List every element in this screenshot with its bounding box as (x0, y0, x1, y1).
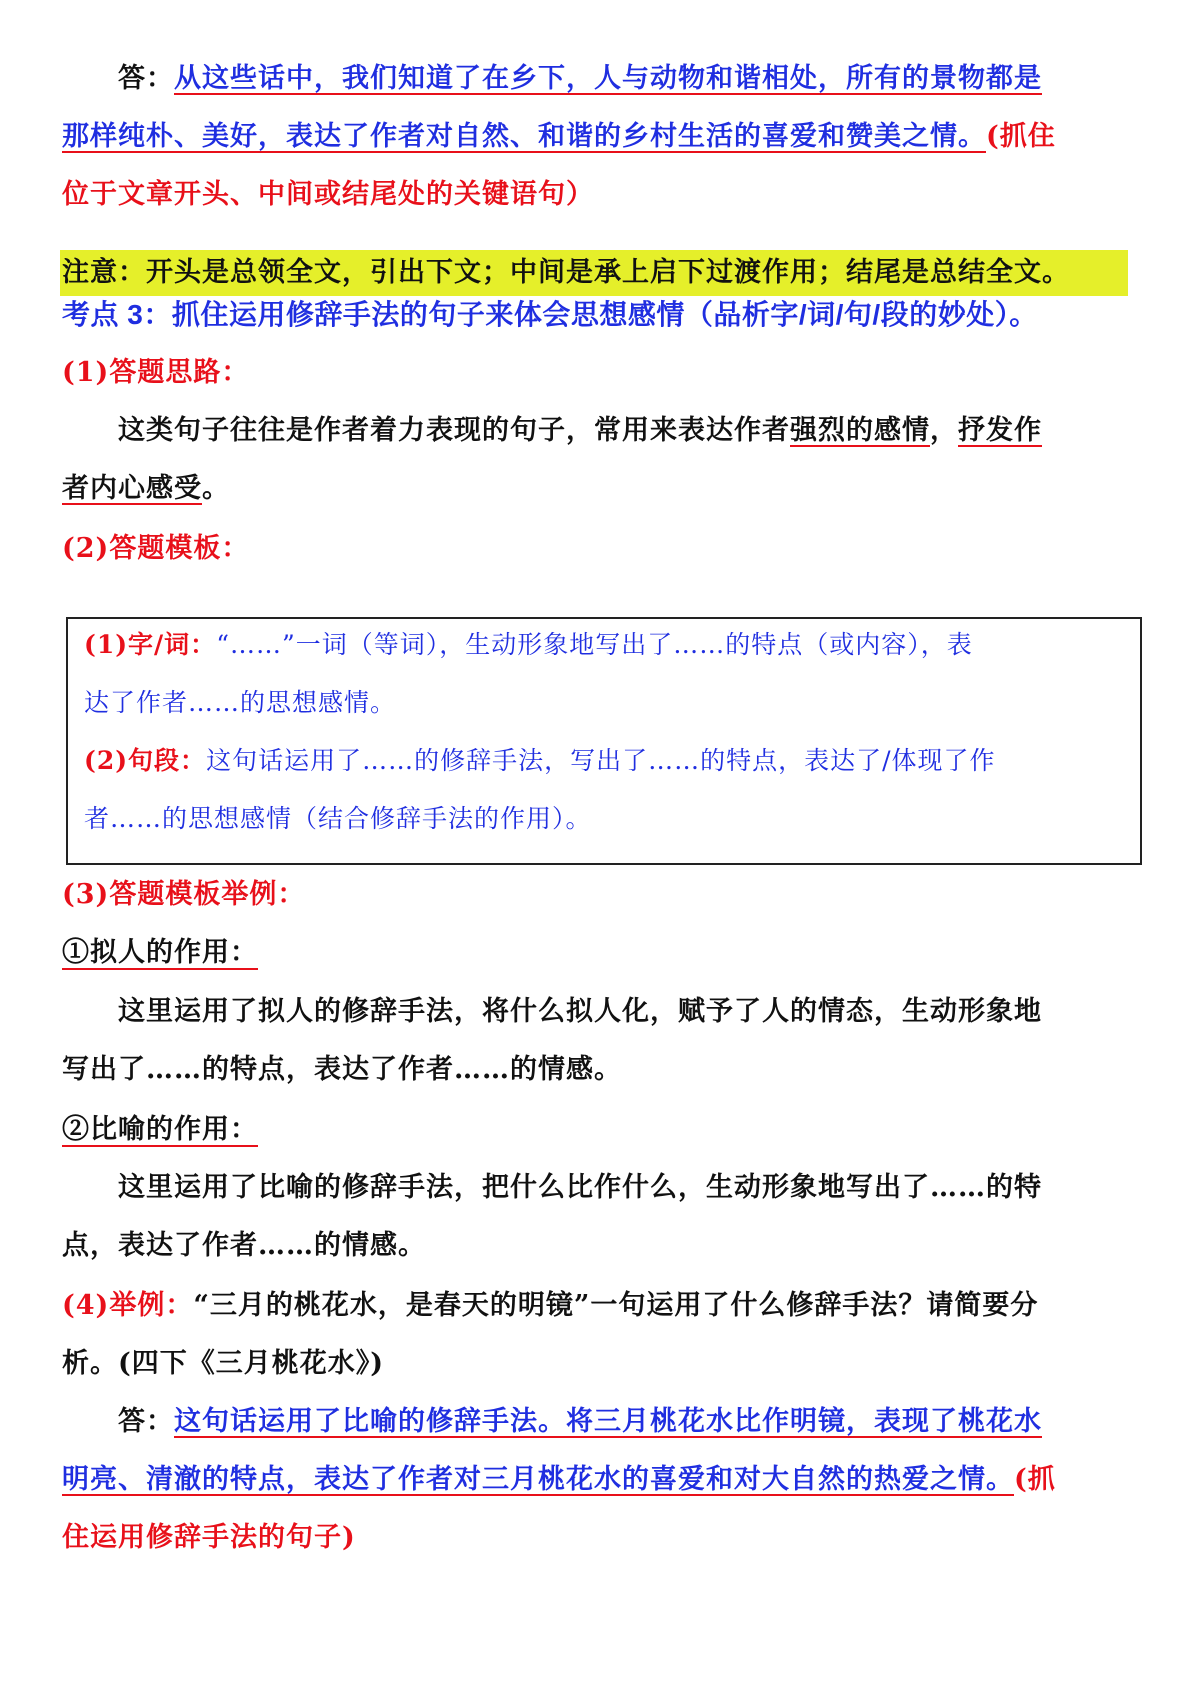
template-item2-label: (2)句段： (84, 746, 207, 775)
section1-text-f: 。 (202, 473, 230, 504)
section4-answer-line2 (62, 1461, 1128, 1499)
section1-text-a: 这类句子往往是作者着力表现的句子，常用来表达作者 (118, 415, 790, 446)
section3-b-title-row (62, 1111, 1128, 1149)
section3-a-line2: 写出了……的特点，表达了作者……的情感。 (62, 1054, 622, 1085)
answer1-text-line2: 那样纯朴、美好，表达了作者对自然、和谐的乡村生活的喜爱和赞美之情。 (62, 121, 986, 152)
section1-text-b: 强烈的感情 (790, 415, 930, 446)
answer1-text-line1: 从这些话中，我们知道了在乡下，人与动物和谐相处，所有的景物都是 (174, 63, 1042, 94)
section3-heading: (3)答题模板举例： (62, 879, 306, 910)
answer1-line2 (62, 118, 1128, 156)
template-item1-label: (1)字/词： (84, 630, 217, 659)
answer-label: 答： (118, 63, 174, 94)
section4-question-line1 (62, 1287, 1128, 1325)
section4-answer-text2: 明亮、清澈的特点，表达了作者对三月桃花水的喜爱和对大自然的热爱之情。 (62, 1464, 1014, 1495)
section4-note-start: (抓 (1014, 1464, 1056, 1495)
section2-heading: (2)答题模板： (62, 533, 250, 564)
answer1-line1 (118, 60, 1128, 98)
section1-text-c: ， (930, 415, 958, 446)
section3-a-line1: 这里运用了拟人的修辞手法，将什么拟人化，赋予了人的情态，生动形象地 (118, 996, 1042, 1027)
answer1-note-line3: 位于文章开头、中间或结尾处的关键语句） (62, 179, 594, 210)
template-item2-line2: 者……的思想感情（结合修辞手法的作用）。 (84, 804, 592, 833)
template-box (66, 617, 1142, 865)
template-item2-text1: 这句话运用了……的修辞手法，写出了……的特点，表达了/体现了作 (206, 746, 996, 775)
section3-a-title-row (62, 934, 1128, 972)
section4-question-line2: 析。(四下《三月桃花水》) (62, 1348, 385, 1379)
section3-a-title: ①拟人的作用： (62, 937, 258, 968)
section4-answer-text1: 这句话运用了比喻的修辞手法。将三月桃花水比作明镜，表现了桃花水 (174, 1406, 1042, 1437)
section1-text-line2 (62, 470, 1128, 508)
section4-answer-label: 答： (118, 1406, 174, 1437)
section4-answer-line1 (118, 1403, 1128, 1441)
attention-note: 注意：开头是总领全文，引出下文；中间是承上启下过渡作用；结尾是总结全文。 (62, 257, 1070, 288)
template-item1-text1: “……”一词（等词），生动形象地写出了……的特点（或内容），表 (216, 630, 973, 659)
section1-heading: (1)答题思路： (62, 357, 250, 388)
section4-label: (4)举例： (62, 1290, 194, 1321)
section1-text-e: 者内心感受 (62, 473, 202, 504)
section1-text-d: 抒发作 (958, 415, 1042, 446)
section1-text-line1 (118, 412, 1128, 450)
template-item1-line1 (84, 626, 1134, 664)
section4-note-line3: 住运用修辞手法的句子) (62, 1522, 356, 1553)
template-item2-line1 (84, 742, 1134, 780)
section3-b-line1: 这里运用了比喻的修辞手法，把什么比作什么，生动形象地写出了……的特 (118, 1172, 1042, 1203)
section3-b-line2: 点，表达了作者……的情感。 (62, 1230, 426, 1261)
answer1-note-start: (抓住 (986, 121, 1056, 152)
section3-b-title: ②比喻的作用： (62, 1114, 258, 1145)
template-item1-line2: 达了作者……的思想感情。 (84, 688, 397, 717)
kaodian3-heading: 考点 3：抓住运用修辞手法的句子来体会思想感情（品析字/词/句/段的妙处）。 (62, 299, 1038, 330)
section4-question-text1: “三月的桃花水，是春天的明镜”一句运用了什么修辞手法？请简要分 (193, 1290, 1039, 1321)
